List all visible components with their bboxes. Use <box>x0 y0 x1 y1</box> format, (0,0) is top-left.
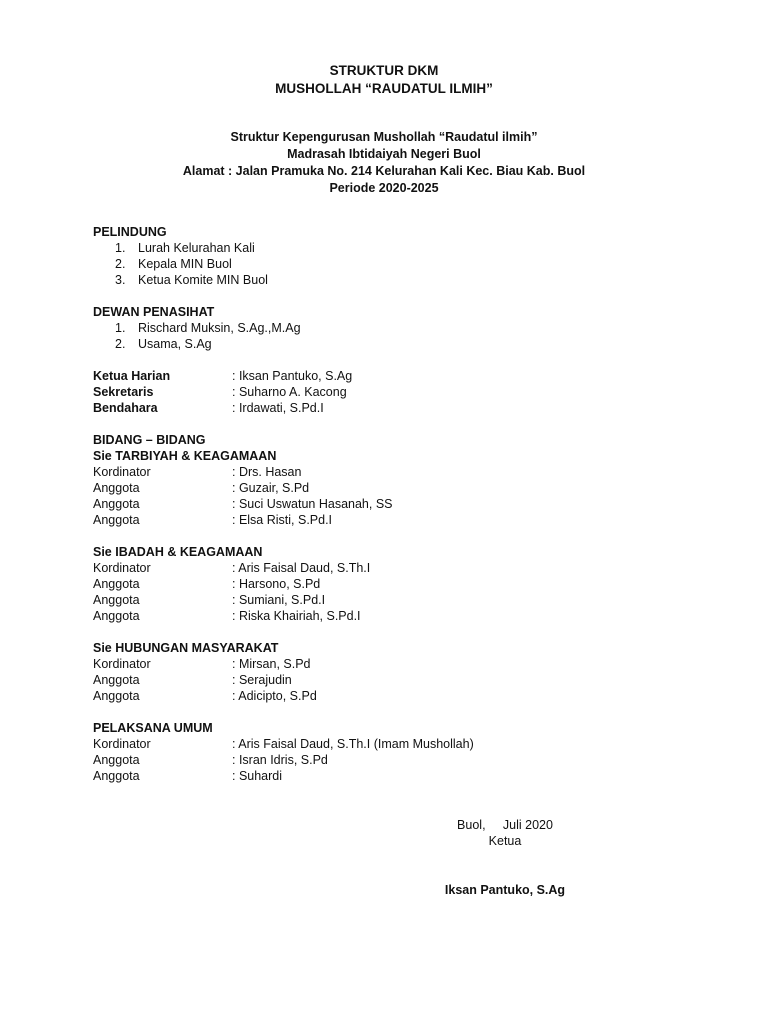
title-line-2: MUSHOLLAH “RAUDATUL ILMIH” <box>275 81 493 96</box>
humas-heading: Sie HUBUNGAN MASYARAKAT <box>93 641 279 655</box>
subtitle-line-4: Periode 2020-2025 <box>329 181 439 195</box>
dewan-heading: DEWAN PENASIHAT <box>93 305 215 319</box>
role-value: : Drs. Hasan <box>232 465 302 479</box>
table-row <box>93 400 693 416</box>
role-label: Kordinator <box>93 737 151 751</box>
table-row <box>93 608 693 624</box>
list-number: 1. <box>115 321 126 335</box>
role-value: : Guzair, S.Pd <box>232 481 310 495</box>
subtitle-line-1: Struktur Kepengurusan Mushollah “Raudatul ilmih” <box>230 130 538 144</box>
role-value: : Serajudin <box>232 673 292 687</box>
signature-date: Buol, Juli 2020 <box>457 818 553 832</box>
table-row <box>93 560 693 576</box>
table-row <box>93 752 693 768</box>
document-subtitle <box>0 129 768 197</box>
list-item <box>93 272 693 288</box>
role-label: Anggota <box>93 577 140 591</box>
list-number: 2. <box>115 337 126 351</box>
role-value: : Aris Faisal Daud, S.Th.I (Imam Mushollah) <box>232 737 474 751</box>
list-text: Rischard Muksin, S.Ag.,M.Ag <box>138 321 301 335</box>
role-value: : Suhardi <box>232 769 283 783</box>
pelaksana-heading: PELAKSANA UMUM <box>93 721 213 735</box>
ibadah-heading: Sie IBADAH & KEAGAMAAN <box>93 545 263 559</box>
role-value: : Harsono, S.Pd <box>232 577 321 591</box>
role-label: Anggota <box>93 673 140 687</box>
role-value: : Sumiani, S.Pd.I <box>232 593 326 607</box>
role-label: Anggota <box>93 513 140 527</box>
table-row <box>93 480 693 496</box>
pelaksana-section <box>93 720 693 784</box>
tarbiyah-heading: Sie TARBIYAH & KEAGAMAAN <box>93 449 277 463</box>
bidang-heading: BIDANG – BIDANG <box>93 433 206 447</box>
signature-role: Ketua <box>488 834 522 848</box>
table-row <box>93 368 693 384</box>
table-row <box>93 656 693 672</box>
role-value: : Isran Idris, S.Pd <box>232 753 328 767</box>
role-label: Kordinator <box>93 465 151 479</box>
document-title <box>0 62 768 98</box>
table-row <box>93 672 693 688</box>
role-label: Anggota <box>93 481 140 495</box>
dewan-section <box>93 304 693 352</box>
subtitle-line-3: Alamat : Jalan Pramuka No. 214 Kelurahan Kali Kec. Biau Kab. Buol <box>182 164 586 178</box>
pengurus-inti-section <box>93 368 693 416</box>
document-body <box>93 224 693 784</box>
list-item <box>93 240 693 256</box>
table-row <box>93 688 693 704</box>
role-value: : Suharno A. Kacong <box>232 385 347 399</box>
ibadah-section <box>93 544 693 624</box>
list-item <box>93 336 693 352</box>
role-value: : Irdawati, S.Pd.I <box>232 401 324 415</box>
list-item <box>93 256 693 272</box>
list-number: 3. <box>115 273 126 287</box>
role-label: Bendahara <box>93 401 158 415</box>
list-text: Ketua Komite MIN Buol <box>138 273 268 287</box>
title-line-1: STRUKTUR DKM <box>329 63 439 78</box>
pelindung-heading: PELINDUNG <box>93 225 167 239</box>
signature-name: Iksan Pantuko, S.Ag <box>444 883 566 897</box>
role-label: Anggota <box>93 609 140 623</box>
subtitle-line-2: Madrasah Ibtidaiyah Negeri Buol <box>287 147 481 161</box>
dewan-list <box>93 320 693 352</box>
table-row <box>93 592 693 608</box>
role-value: : Mirsan, S.Pd <box>232 657 311 671</box>
role-label: Anggota <box>93 753 140 767</box>
list-text: Kepala MIN Buol <box>138 257 232 271</box>
role-label: Kordinator <box>93 561 151 575</box>
role-value: : Suci Uswatun Hasanah, SS <box>232 497 393 511</box>
humas-section <box>93 640 693 704</box>
role-label: Sekretaris <box>93 385 154 399</box>
table-row <box>93 384 693 400</box>
list-number: 1. <box>115 241 126 255</box>
table-row <box>93 512 693 528</box>
role-label: Anggota <box>93 497 140 511</box>
list-number: 2. <box>115 257 126 271</box>
role-value: : Riska Khairiah, S.Pd.I <box>232 609 361 623</box>
tarbiyah-section <box>93 432 693 528</box>
list-text: Lurah Kelurahan Kali <box>138 241 255 255</box>
role-value: : Iksan Pantuko, S.Ag <box>232 369 353 383</box>
table-row <box>93 576 693 592</box>
role-value: : Adicipto, S.Pd <box>232 689 317 703</box>
role-value: : Elsa Risti, S.Pd.I <box>232 513 333 527</box>
role-label: Ketua Harian <box>93 369 171 383</box>
role-label: Anggota <box>93 769 140 783</box>
list-item <box>93 320 693 336</box>
role-label: Anggota <box>93 689 140 703</box>
table-row <box>93 464 693 480</box>
table-row <box>93 768 693 784</box>
pelindung-list <box>93 240 693 288</box>
role-value: : Aris Faisal Daud, S.Th.I <box>232 561 371 575</box>
pelindung-section <box>93 224 693 288</box>
table-row <box>93 736 693 752</box>
table-row <box>93 496 693 512</box>
role-label: Anggota <box>93 593 140 607</box>
list-text: Usama, S.Ag <box>138 337 212 351</box>
role-label: Kordinator <box>93 657 151 671</box>
